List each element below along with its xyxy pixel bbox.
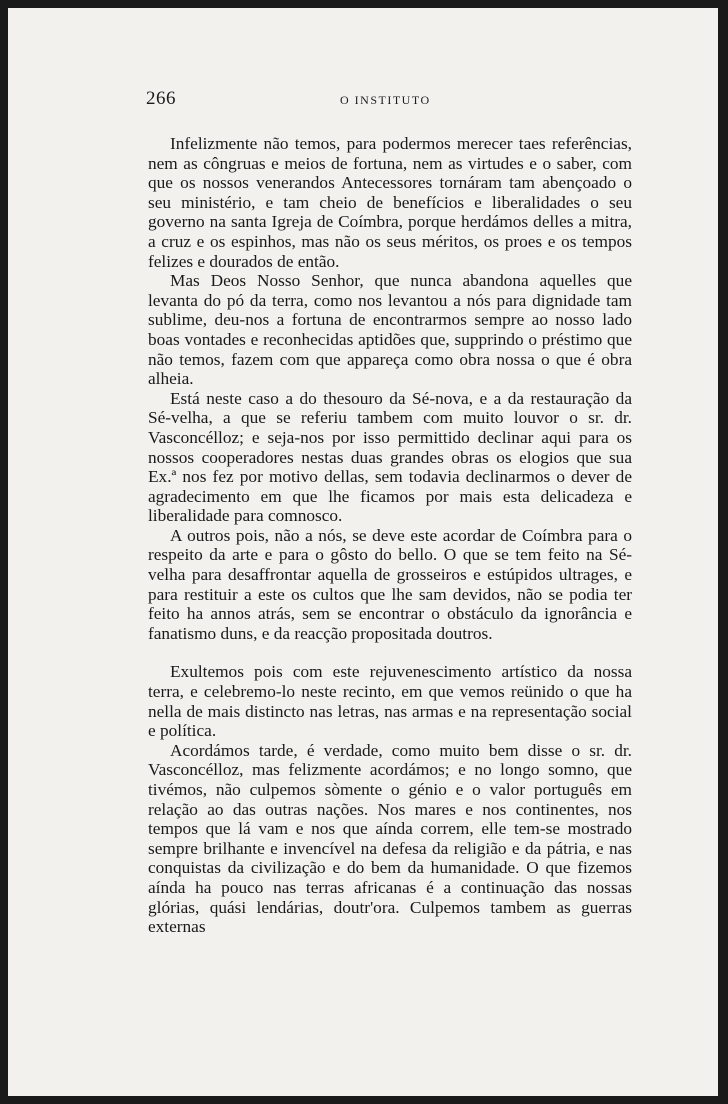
paragraph: Está neste caso a do thesouro da Sé-nova, e a da restauração da Sé-velha, a que se referiu tambem com muito louvor o sr. dr. Vasconcélloz; e seja-nos por isso permittido declinar aqui para os nossos cooperadores nestas duas grandes obras os elogios que sua Ex.ª nos fez por motivo dellas, sem todavia declinarmos o dever de agradecimento em que lhe ficamos por mais esta delicadeza e liberalidade para comnosco. <box>148 388 632 526</box>
paragraph: Exultemos pois com este rejuvenescimento artístico da nossa terra, e celebremo-lo neste recinto, em que vemos reünido o que ha nella de mais distincto nas letras, nas armas e na representação social e política. <box>148 662 632 741</box>
book-page <box>8 8 718 1096</box>
paragraph: Infelizmente não temos, para podermos merecer taes referências, nem as côngruas e meios de fortuna, nem as virtudes e o saber, com que os nossos venerandos Antecessores tornáram tam abençoado o seu ministério, e tam cheio de benefícios e liberalidades o seu governo na santa Igreja de Coímbra, porque herdámos delles a mitra, a cruz e os espinhos, mas não os seus méritos, os proes e os tempos felizes e dourados de então. <box>148 134 632 271</box>
body-text <box>148 134 632 937</box>
paragraph: Mas Deos Nosso Senhor, que nunca abandona aquelles que levanta do pó da terra, como nos levantou a nós para dignidade tam sublime, deu-nos a fortuna de encontrarmos sempre ao nosso lado boas vontades e reconhecidas aptidões que, supprindo o préstimo que não temos, fazem com que appareça como obra nossa o que é obra alheia. <box>148 271 632 389</box>
page-number: 266 <box>146 88 176 109</box>
paragraph: Acordámos tarde, é verdade, como muito bem disse o sr. dr. Vasconcélloz, mas felizmente acordámos; e no longo somno, que tivémos, não culpemos sòmente o génio e o valor português em relação ao das outras nações. Nos mares e nos continentes, nos tempos que lá vam e nos que aínda correm, elle tem-se mostrado sempre brilhante e invencível na defesa da religião e da pátria, e nas conquistas da civilização e do bem da humanidade. O que fizemos aínda ha pouco nas terras africanas é a continuação das nossas glórias, quási lendárias, doutr'ora. Culpemos tambem as guerras externas <box>148 740 632 937</box>
running-title: O INSTITUTO <box>340 93 431 107</box>
paragraph: A outros pois, não a nós, se deve este acordar de Coímbra para o respeito da arte e para o gôsto do bello. O que se tem feito na Sé-velha para desaffrontar aquella de grosseiros e estúpidos ultrages, e para restituir a este os cultos que lhe sam devidos, não se podia ter feito ha annos atrás, sem se encontrar o obstáculo da ignorância e fanatismo duns, e da reacção propositada doutros. <box>148 525 632 643</box>
